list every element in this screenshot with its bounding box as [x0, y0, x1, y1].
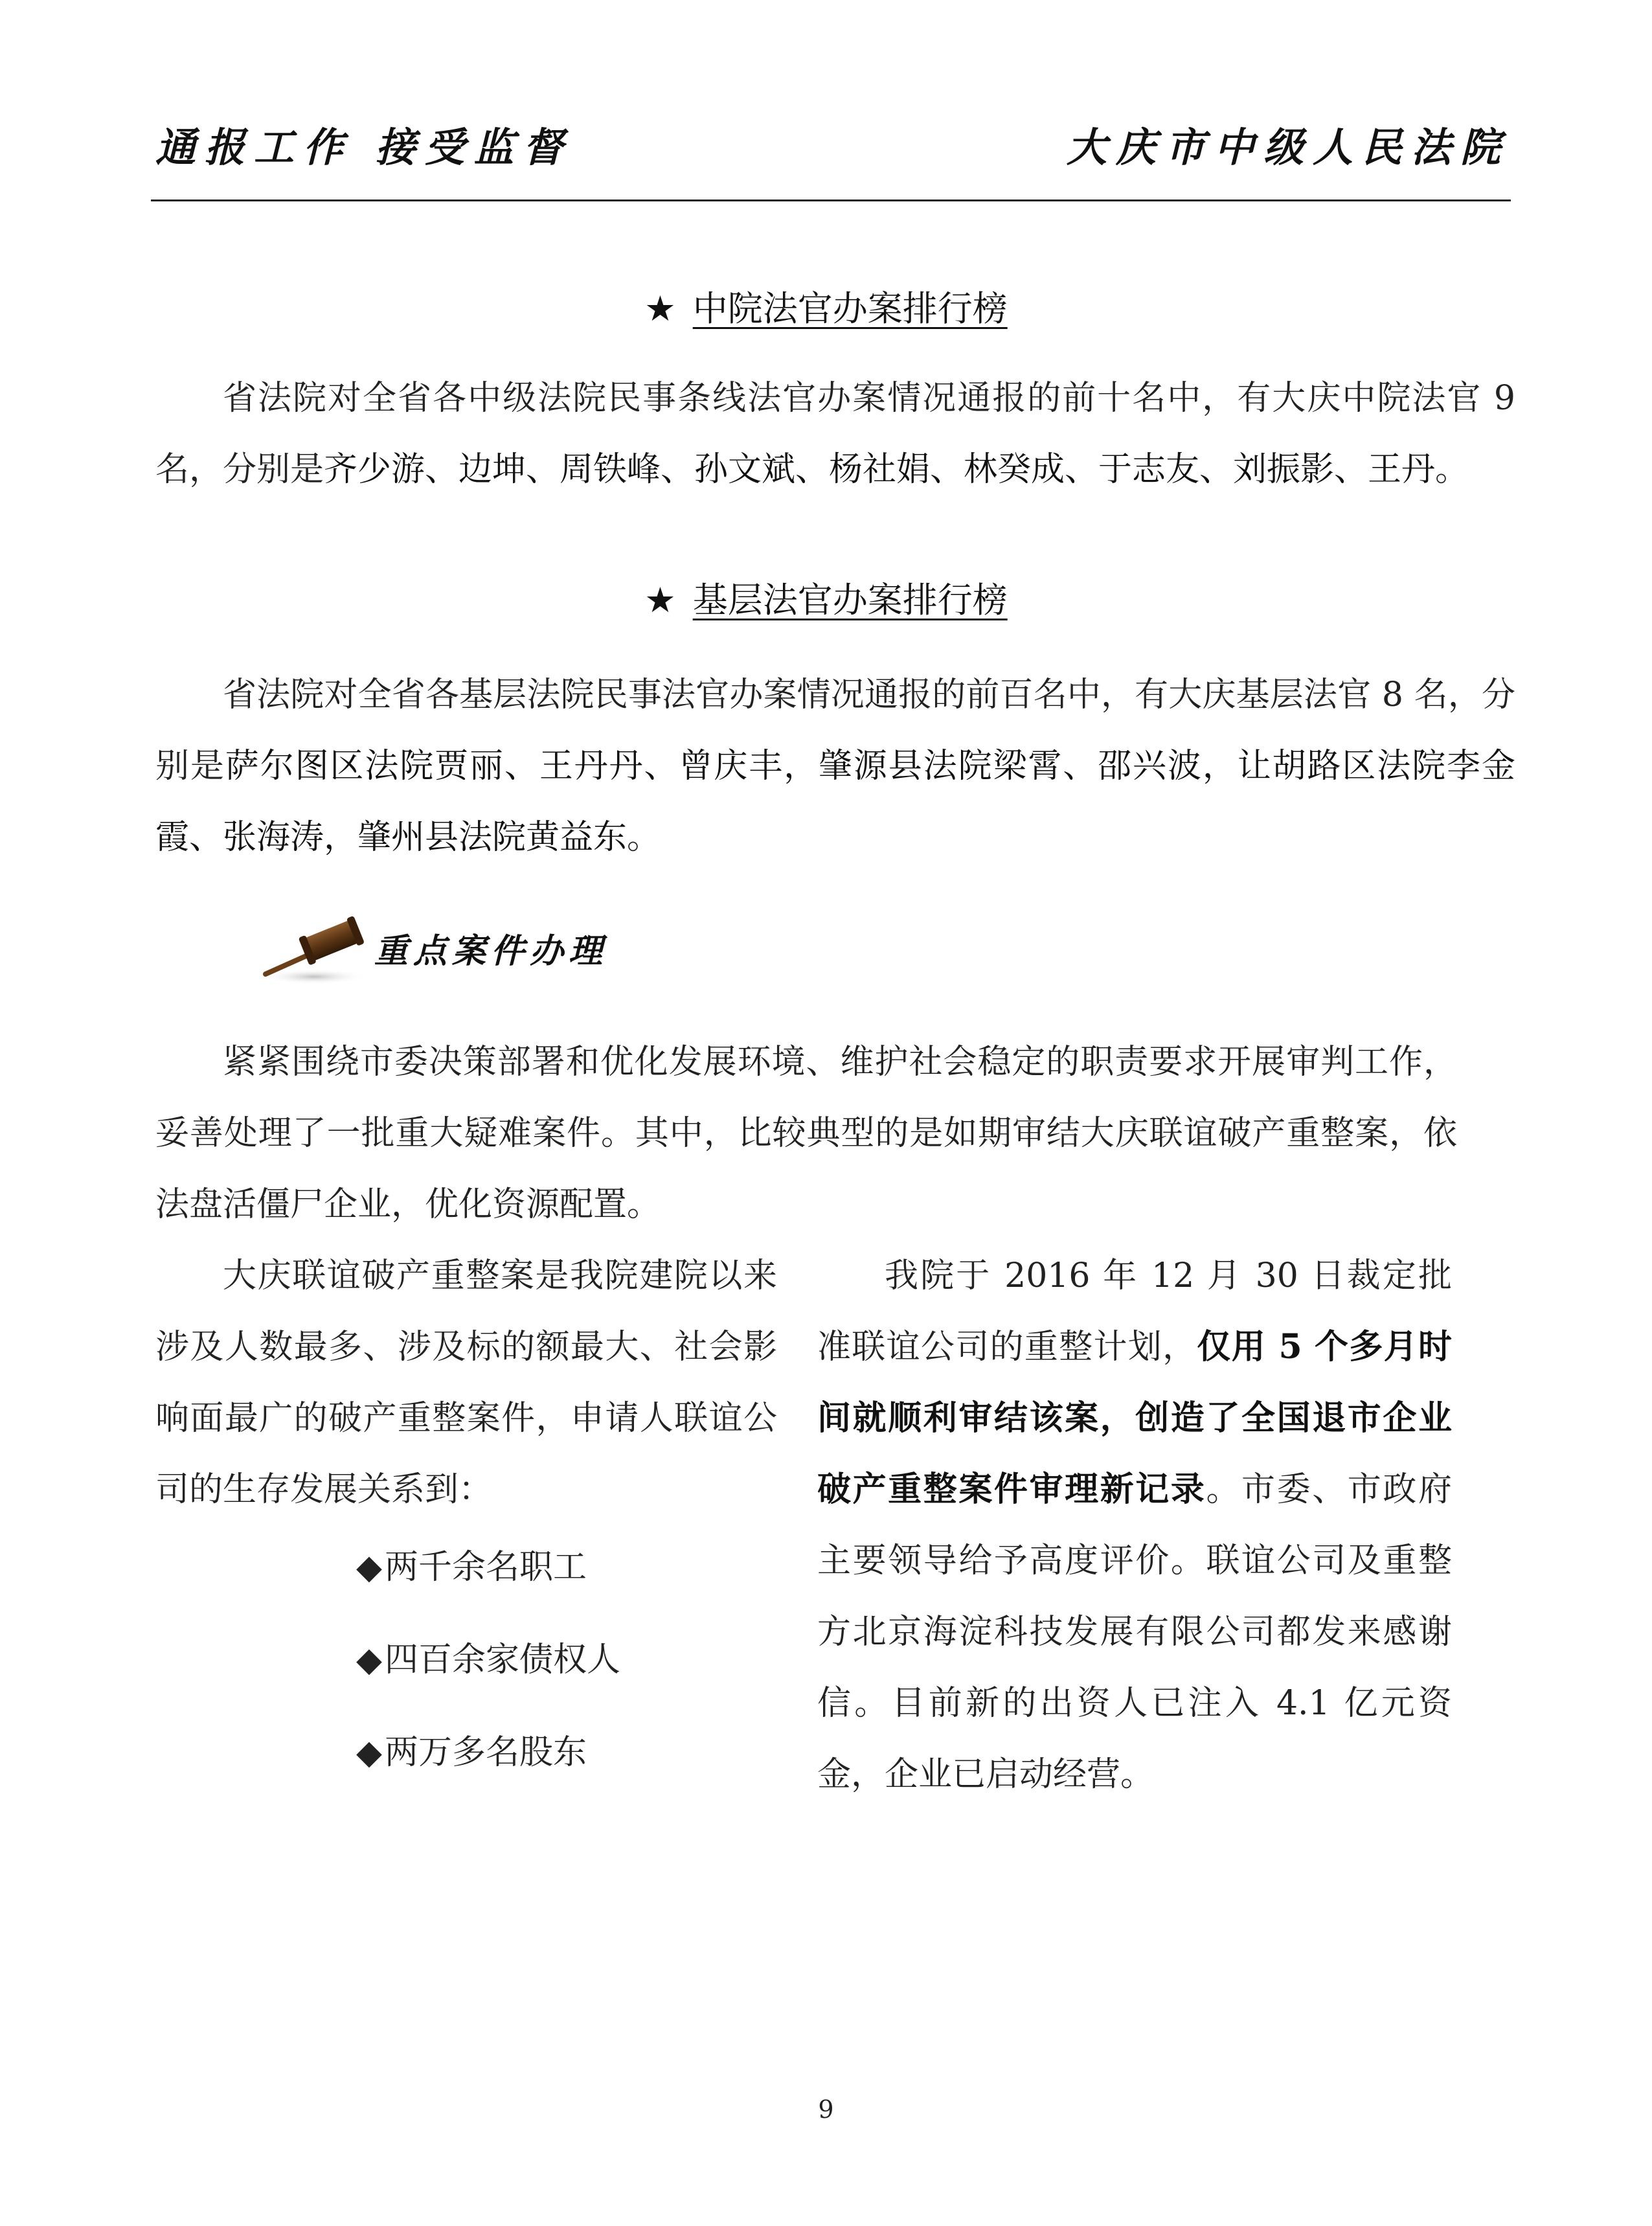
- paragraph-basic-court: [155, 659, 1515, 873]
- section-title-basic-court: [0, 578, 1652, 623]
- paragraph-end: 。: [1435, 450, 1469, 489]
- bullet-item: [356, 1637, 620, 1683]
- header-left-title: 通报工作 接受监督: [155, 124, 572, 171]
- section-title-text: 中院法官办案排行榜: [692, 288, 1008, 329]
- bullet-item: [356, 1545, 587, 1590]
- diamond-icon: ◆: [356, 1548, 382, 1587]
- key-cases-label: 重点案件办理: [374, 931, 608, 971]
- diamond-icon: ◆: [356, 1733, 382, 1772]
- bullet-text: 四百余家债权人: [385, 1641, 621, 1679]
- star-icon: ★: [644, 580, 676, 620]
- page-number: 9: [818, 2095, 834, 2124]
- diamond-icon: ◆: [356, 1641, 382, 1679]
- bullet-text: 两千余名职工: [385, 1548, 587, 1587]
- header-right-title: 大庆市中级人民法院: [1066, 124, 1510, 171]
- section-title-text: 基层法官办案排行榜: [692, 580, 1008, 620]
- paragraph-key-cases-intro: 紧紧围绕市委决策部署和优化发展环境、维护社会稳定的职责要求开展审判工作，妥善处理了一批重大疑难案件。其中，比较典型的是如期审结大庆联谊破产重整案，依法盘活僵尸企业，优化资源配置。: [155, 1043, 1457, 1224]
- gavel-icon: [259, 912, 369, 990]
- judge-names: 齐少游、边坤、周铁峰、孙文斌、杨社娟、林癸成、于志友、刘振影、王丹: [324, 450, 1436, 489]
- paragraph-text: 省法院对全省各中级法院民事条线法官办案情况通报的前十名中，有大庆中院法官 9 名，分别是: [155, 379, 1515, 489]
- judge-names: 萨尔图区法院贾丽、王丹丹、曾庆丰，肇源县法院梁霄、邵兴波，让胡路区法院李金霞、张海涛，肇州县法院黄益东: [155, 747, 1515, 857]
- paragraph-tail: 。市委、市政府主要领导给予高度评价。联谊公司及重整方北京海淀科技发展有限公司都发来感谢信。目前新的出资人已注入 4.1 亿元资金，企业已启动经营。: [817, 1470, 1452, 1794]
- paragraph-text: 省法院对全省各基层法院民事法官办案情况通报的前百名中，有大庆基层法官 8 名，分别是: [155, 676, 1515, 786]
- bullet-text: 两万多名股东: [385, 1733, 587, 1772]
- key-cases-heading: [259, 912, 648, 990]
- paragraph-left-column: 大庆联谊破产重整案是我院建院以来涉及人数最多、涉及标的额最大、社会影响面最广的破产重整案件，申请人联谊公司的生存发展关系到：: [155, 1256, 777, 1509]
- paragraph-intermediate-court: [155, 363, 1515, 505]
- paragraph-right-column: [817, 1240, 1452, 1810]
- section-title-intermediate-court: [0, 286, 1652, 332]
- paragraph-emphasis: 仅用 5 个多月时间就顺利审结该案，创造了全国退市企业破产重整案件审理新记录: [817, 1327, 1452, 1509]
- star-icon: ★: [644, 288, 676, 329]
- paragraph-end: 。: [627, 818, 661, 857]
- header-divider: [151, 199, 1511, 201]
- paragraph-lead: 我院于 2016 年 12 月 30 日裁定批准联谊公司的重整计划，: [817, 1256, 1452, 1367]
- bullet-item: [356, 1730, 587, 1775]
